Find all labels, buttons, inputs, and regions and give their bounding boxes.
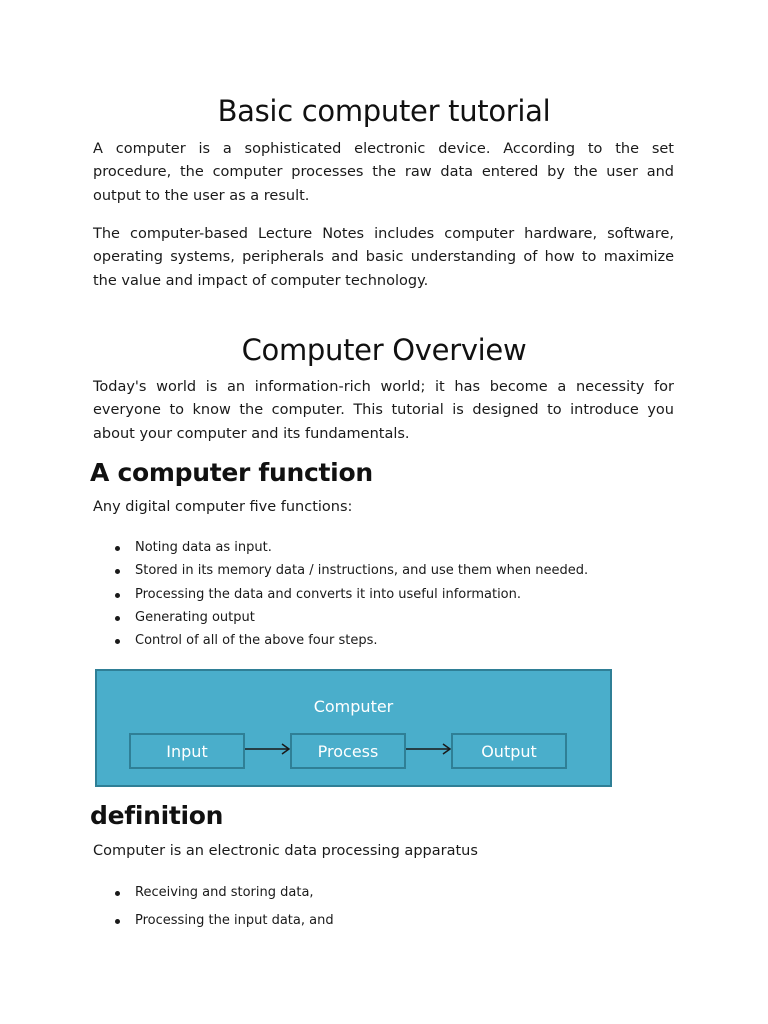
list-item: Control of all of the above four steps. bbox=[112, 629, 588, 652]
overview-title: Computer Overview bbox=[241, 333, 527, 367]
list-item: Generating output bbox=[112, 606, 588, 629]
arrow-right-icon bbox=[245, 741, 291, 757]
list-item: Processing the input data, and bbox=[112, 907, 334, 935]
diagram-title: Computer bbox=[313, 697, 394, 716]
diagram-box-input: Input bbox=[129, 733, 245, 769]
list-item: Noting data as input. bbox=[112, 536, 588, 559]
function-lead: Any digital computer five functions: bbox=[93, 499, 353, 515]
definition-list bbox=[112, 879, 334, 935]
definition-heading: definition bbox=[90, 801, 224, 830]
intro-paragraph-1: A computer is a sophisticated electronic device. According to the set procedure, the computer processes the raw data entered by the user and output to the user as a result. bbox=[93, 141, 674, 204]
intro-paragraph-2: The computer-based Lecture Notes includes computer hardware, software, operating systems, peripherals and basic understanding of how to maximize the value and impact of computer technology. bbox=[93, 226, 674, 289]
list-item: Processing the data and converts it into useful information. bbox=[112, 583, 588, 606]
arrow-right-icon bbox=[406, 741, 452, 757]
list-item: Stored in its memory data / instructions, and use them when needed. bbox=[112, 559, 588, 582]
function-heading: A computer function bbox=[90, 458, 373, 487]
function-list bbox=[112, 536, 588, 652]
list-item: Receiving and storing data, bbox=[112, 879, 334, 907]
computer-flow-diagram bbox=[95, 669, 612, 787]
overview-paragraph: Today's world is an information-rich world; it has become a necessity for everyone to know the computer. This tutorial is designed to introduce you about your computer and its fundamentals. bbox=[93, 379, 674, 442]
diagram-box-output: Output bbox=[451, 733, 567, 769]
diagram-box-process: Process bbox=[290, 733, 406, 769]
page-title: Basic computer tutorial bbox=[217, 94, 551, 128]
definition-lead: Computer is an electronic data processing apparatus bbox=[93, 843, 478, 859]
